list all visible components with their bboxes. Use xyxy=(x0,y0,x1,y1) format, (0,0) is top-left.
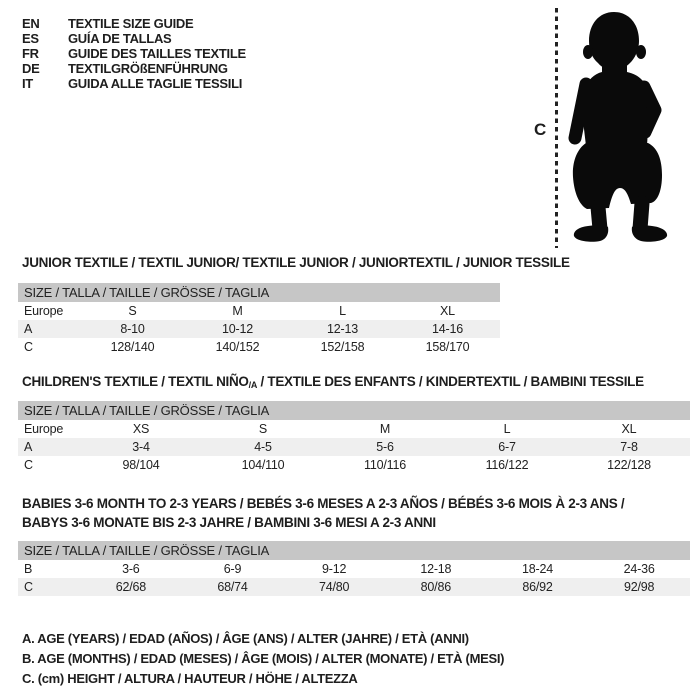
height-marker-label: C xyxy=(534,120,547,139)
language-row-it xyxy=(22,76,246,91)
footnote-c: C. (cm) HEIGHT / ALTURA / HAUTEUR / HÖHE / ALTEZZA xyxy=(22,671,358,686)
footnote-legend xyxy=(22,629,504,689)
language-code: DE xyxy=(22,61,40,76)
language-label: TEXTILE SIZE GUIDE xyxy=(68,16,194,31)
table-row-height xyxy=(18,338,500,356)
table-cell: XL xyxy=(621,422,637,436)
size-header-row: SIZE / TALLA / TAILLE / GRÖSSE / TAGLIA xyxy=(18,541,690,560)
footnote-b: B. AGE (MONTHS) / EDAD (MESES) / ÂGE (MOIS) / ALTER (MONATE) / ETÀ (MESI) xyxy=(22,651,505,666)
row-label: C xyxy=(24,580,33,594)
table-row-age xyxy=(18,320,500,338)
table-cell: 104/110 xyxy=(241,458,285,472)
toddler-silhouette-icon xyxy=(562,2,674,248)
language-code: FR xyxy=(22,46,39,61)
title-subscript: /A xyxy=(248,380,258,390)
children-size-table xyxy=(18,401,690,474)
table-cell: 24-36 xyxy=(623,562,655,576)
table-row-age xyxy=(18,438,690,456)
table-cell: 122/128 xyxy=(607,458,651,472)
table-cell: 110/116 xyxy=(364,458,406,472)
footnote-a: A. AGE (YEARS) / EDAD (AÑOS) / ÂGE (ANS) / ALTER (JAHRE) / ETÀ (ANNI) xyxy=(22,631,469,646)
table-row-europe xyxy=(18,420,690,438)
table-cell: 8-10 xyxy=(120,322,145,336)
table-cell: 152/158 xyxy=(320,340,365,354)
junior-size-table xyxy=(18,283,500,356)
language-code: IT xyxy=(22,76,33,91)
table-cell: 14-16 xyxy=(432,322,463,336)
title-part: CHILDREN'S TEXTILE / TEXTIL NIÑO xyxy=(22,374,249,389)
row-label: B xyxy=(24,562,33,576)
babies-section-title xyxy=(22,494,624,532)
row-label: C xyxy=(24,340,33,354)
table-cell: 158/170 xyxy=(425,340,470,354)
table-cell: 62/68 xyxy=(115,580,146,594)
table-cell: 80/86 xyxy=(420,580,451,594)
table-cell: 12-18 xyxy=(420,562,452,576)
height-measure-dashed-line xyxy=(555,8,558,248)
table-cell: 98/104 xyxy=(122,458,160,472)
table-cell: XS xyxy=(132,422,150,436)
babies-size-table xyxy=(18,541,690,596)
row-label: A xyxy=(24,322,33,336)
language-list xyxy=(22,16,246,91)
table-row-europe xyxy=(18,302,500,320)
table-cell: 6-9 xyxy=(223,562,242,576)
babies-title-line1: BABIES 3-6 MONTH TO 2-3 YEARS / BEBÉS 3-6 MESES A 2-3 AÑOS / BÉBÉS 3-6 MOIS À 2-3 ANS / xyxy=(22,496,625,511)
table-cell: 86/92 xyxy=(522,580,553,594)
table-cell: 7-8 xyxy=(620,440,638,454)
table-cell: 3-6 xyxy=(122,562,140,576)
size-header-row: SIZE / TALLA / TAILLE / GRÖSSE / TAGLIA xyxy=(18,283,500,302)
table-cell: S xyxy=(128,304,137,318)
table-cell: XL xyxy=(440,304,455,318)
table-cell: S xyxy=(258,422,268,436)
table-cell: M xyxy=(232,304,243,318)
table-cell: 92/98 xyxy=(624,580,655,594)
language-code: EN xyxy=(22,16,40,31)
row-label: Europe xyxy=(24,422,64,436)
table-cell: 12-13 xyxy=(327,322,358,336)
row-label: C xyxy=(24,458,33,472)
table-cell: 9-12 xyxy=(322,562,347,576)
table-cell: 68/74 xyxy=(217,580,248,594)
table-cell: L xyxy=(339,304,346,318)
table-cell: M xyxy=(379,422,391,436)
language-label: TEXTILGRÖßENFÜHRUNG xyxy=(68,61,228,76)
title-part: / TEXTILE DES ENFANTS / KINDERTEXTIL / BAMBINI TESSILE xyxy=(257,374,644,389)
children-section-title xyxy=(22,374,644,390)
language-row-es xyxy=(22,31,246,46)
junior-section-title: JUNIOR TEXTILE / TEXTIL JUNIOR/ TEXTILE JUNIOR / JUNIORTEXTIL / JUNIOR TESSILE xyxy=(22,255,570,270)
table-cell: 74/80 xyxy=(319,580,350,594)
language-row-de xyxy=(22,61,246,76)
table-row-months xyxy=(18,560,690,578)
table-cell: 10-12 xyxy=(222,322,253,336)
table-cell: 3-4 xyxy=(132,440,150,454)
babies-title-line2: BABYS 3-6 MONATE BIS 2-3 JAHRE / BAMBINI 3-6 MESI A 2-3 ANNI xyxy=(22,515,436,530)
row-label: Europe xyxy=(24,304,64,318)
table-cell: 6-7 xyxy=(498,440,516,454)
size-header-row: SIZE / TALLA / TAILLE / GRÖSSE / TAGLIA xyxy=(18,401,690,420)
table-cell: 5-6 xyxy=(376,440,394,454)
row-label: A xyxy=(24,440,33,454)
table-cell: 140/152 xyxy=(215,340,260,354)
table-cell: L xyxy=(503,422,511,436)
table-row-height xyxy=(18,578,690,596)
language-row-en xyxy=(22,16,246,31)
table-row-height xyxy=(18,456,690,474)
language-label: GUIDA ALLE TAGLIE TESSILI xyxy=(68,76,243,91)
language-label: GUIDE DES TAILLES TEXTILE xyxy=(68,46,246,61)
table-cell: 4-5 xyxy=(254,440,272,454)
language-row-fr xyxy=(22,46,246,61)
language-label: GUÍA DE TALLAS xyxy=(68,31,172,46)
table-cell: 18-24 xyxy=(522,562,553,576)
language-code: ES xyxy=(22,31,39,46)
table-cell: 128/140 xyxy=(110,340,155,354)
table-cell: 116/122 xyxy=(485,458,529,472)
